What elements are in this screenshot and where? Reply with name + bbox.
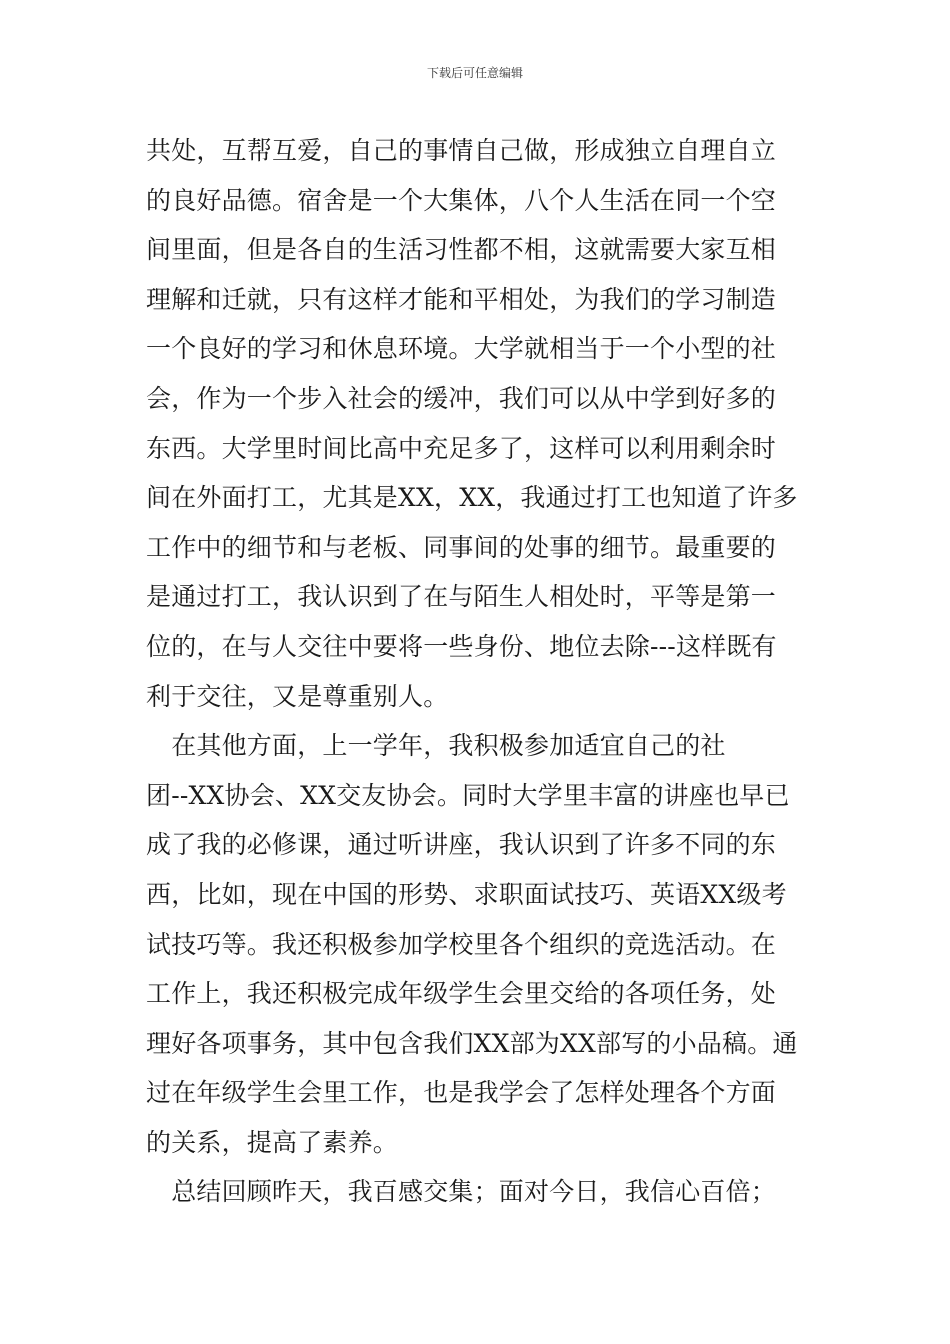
text-line: 会，作为一个步入社会的缓冲，我们可以从中学到好多的 — [146, 383, 777, 413]
text-line: 间在外面打工，尤其是XX，XX，我通过打工也知道了许多 — [146, 483, 798, 513]
text-line: 理好各项事务，其中包含我们XX部为XX部写的小品稿。通 — [146, 1028, 798, 1058]
text-line: 利于交往，又是尊重别人。 — [146, 681, 449, 711]
text-line: 间里面，但是各自的生活习性都不相，这就需要大家互相 — [146, 235, 777, 265]
text-line: 的关系，提高了素养。 — [146, 1127, 399, 1157]
text-line: 总结回顾昨天，我百感交集；面对今日，我信心百倍； — [146, 1177, 777, 1207]
text-line: 理解和迁就，只有这样才能和平相处，为我们的学习制造 — [146, 284, 777, 314]
page-header: 下载后可任意编辑 — [426, 66, 523, 80]
text-line: 西，比如，现在中国的形势、求职面试技巧、英语XX级考 — [146, 879, 787, 909]
text-line: 共处，互帮互爱，自己的事情自己做，形成独立自理自立 — [146, 136, 777, 165]
text-line: 一个良好的学习和休息环境。大学就相当于一个小型的社 — [146, 334, 777, 364]
text-line: 的良好品德。宿舍是一个大集体，八个人生活在同一个空 — [146, 185, 777, 215]
text-line: 过在年级学生会里工作，也是我学会了怎样处理各个方面 — [146, 1078, 777, 1108]
body-text — [146, 126, 816, 1217]
text-line: 东西。大学里时间比高中充足多了，这样可以利用剩余时 — [146, 433, 777, 463]
text-line: 工作上，我还积极完成年级学生会里交给的各项任务，处 — [146, 979, 777, 1009]
text-line: 位的，在与人交往中要将一些身份、地位去除---这样既有 — [146, 631, 777, 661]
text-line: 试技巧等。我还积极参加学校里各个组织的竞选活动。在 — [146, 929, 777, 959]
text-line: 团--XX协会、XX交友协会。同时大学里丰富的讲座也早已 — [146, 780, 790, 810]
text-line: 成了我的必修课，通过听讲座，我认识到了许多不同的东 — [146, 830, 777, 860]
text-line: 是通过打工，我认识到了在与陌生人相处时，平等是第一 — [146, 582, 777, 612]
text-line: 工作中的细节和与老板、同事间的处事的细节。最重要的 — [146, 532, 777, 562]
text-line: 在其他方面，上一学年，我积极参加适宜自己的社 — [146, 731, 726, 761]
